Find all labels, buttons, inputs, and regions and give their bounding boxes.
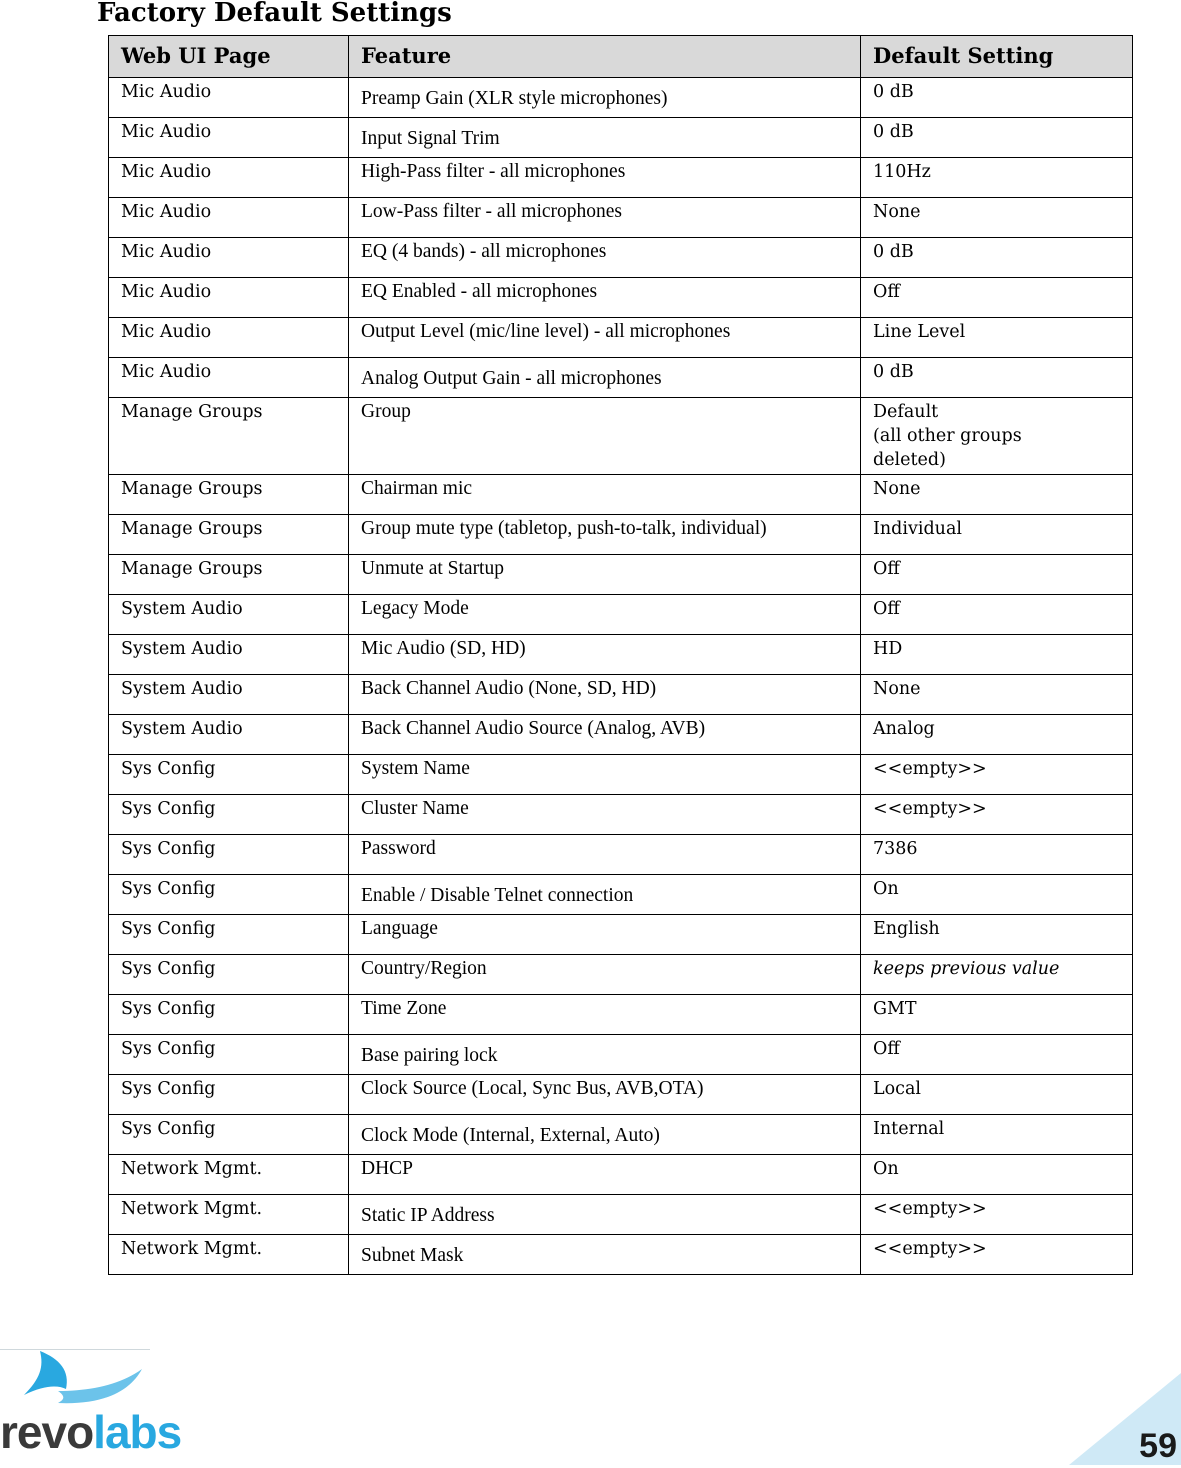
cell-feature: Back Channel Audio Source (Analog, AVB) — [349, 715, 861, 755]
cell-page: Manage Groups — [109, 515, 349, 555]
cell-default: Internal — [861, 1115, 1133, 1155]
cell-feature: Input Signal Trim — [349, 118, 861, 158]
cell-page: Mic Audio — [109, 78, 349, 118]
cell-default: 110Hz — [861, 158, 1133, 198]
cell-default: Local — [861, 1075, 1133, 1115]
table-row — [109, 1115, 1133, 1155]
cell-default: Default (all other groups deleted) — [861, 398, 1133, 475]
table-row — [109, 635, 1133, 675]
cell-default: On — [861, 875, 1133, 915]
cell-feature: Back Channel Audio (None, SD, HD) — [349, 675, 861, 715]
cell-feature: Unmute at Startup — [349, 555, 861, 595]
cell-page: Mic Audio — [109, 158, 349, 198]
cell-default: Line Level — [861, 318, 1133, 358]
cell-default: Analog — [861, 715, 1133, 755]
header-feature: Feature — [349, 36, 861, 78]
cell-feature: Mic Audio (SD, HD) — [349, 635, 861, 675]
table-row — [109, 358, 1133, 398]
cell-feature: Legacy Mode — [349, 595, 861, 635]
table-row — [109, 715, 1133, 755]
table-row — [109, 1035, 1133, 1075]
cell-page: Mic Audio — [109, 118, 349, 158]
cell-feature: Cluster Name — [349, 795, 861, 835]
cell-page: System Audio — [109, 595, 349, 635]
cell-feature: Clock Source (Local, Sync Bus, AVB,OTA) — [349, 1075, 861, 1115]
cell-feature: Clock Mode (Internal, External, Auto) — [349, 1115, 861, 1155]
cell-feature: Analog Output Gain - all microphones — [349, 358, 861, 398]
cell-page: Sys Config — [109, 995, 349, 1035]
cell-feature: Base pairing lock — [349, 1035, 861, 1075]
cell-feature: Country/Region — [349, 955, 861, 995]
cell-default: On — [861, 1155, 1133, 1195]
table-row — [109, 198, 1133, 238]
cell-page: Manage Groups — [109, 398, 349, 475]
cell-feature: Password — [349, 835, 861, 875]
cell-default: None — [861, 198, 1133, 238]
table-row — [109, 875, 1133, 915]
table-row — [109, 915, 1133, 955]
cell-page: Manage Groups — [109, 475, 349, 515]
cell-page: Sys Config — [109, 915, 349, 955]
cell-page: Mic Audio — [109, 318, 349, 358]
cell-feature: Low-Pass filter - all microphones — [349, 198, 861, 238]
cell-page: Network Mgmt. — [109, 1195, 349, 1235]
cell-page: Sys Config — [109, 755, 349, 795]
table-row — [109, 1235, 1133, 1275]
cell-page: Mic Audio — [109, 198, 349, 238]
cell-feature: EQ Enabled - all microphones — [349, 278, 861, 318]
cell-default: 7386 — [861, 835, 1133, 875]
table-row — [109, 118, 1133, 158]
cell-default: <<empty>> — [861, 1195, 1133, 1235]
table-row — [109, 515, 1133, 555]
table-row — [109, 158, 1133, 198]
cell-default: Off — [861, 278, 1133, 318]
cell-page: Network Mgmt. — [109, 1155, 349, 1195]
cell-default: <<empty>> — [861, 795, 1133, 835]
table-row — [109, 238, 1133, 278]
cell-feature: Preamp Gain (XLR style microphones) — [349, 78, 861, 118]
cell-default: None — [861, 675, 1133, 715]
table-row — [109, 795, 1133, 835]
cell-feature: Time Zone — [349, 995, 861, 1035]
cell-feature: Group mute type (tabletop, push-to-talk, individual) — [349, 515, 861, 555]
cell-feature: High-Pass filter - all microphones — [349, 158, 861, 198]
header-web-ui-page: Web UI Page — [109, 36, 349, 78]
cell-page: Mic Audio — [109, 278, 349, 318]
cell-default: English — [861, 915, 1133, 955]
cell-default: 0 dB — [861, 78, 1133, 118]
page-title: Factory Default Settings — [97, 0, 452, 28]
table-row — [109, 675, 1133, 715]
cell-default: None — [861, 475, 1133, 515]
cell-feature: Static IP Address — [349, 1195, 861, 1235]
cell-page: Sys Config — [109, 875, 349, 915]
cell-default: 0 dB — [861, 358, 1133, 398]
cell-default: <<empty>> — [861, 755, 1133, 795]
cell-default: GMT — [861, 995, 1133, 1035]
table-row — [109, 398, 1133, 475]
table-row — [109, 1075, 1133, 1115]
cell-page: Sys Config — [109, 955, 349, 995]
cell-feature: EQ (4 bands) - all microphones — [349, 238, 861, 278]
table-row — [109, 475, 1133, 515]
cell-feature: DHCP — [349, 1155, 861, 1195]
cell-page: System Audio — [109, 635, 349, 675]
cell-default: Off — [861, 555, 1133, 595]
factory-defaults-table — [108, 35, 1133, 1275]
cell-default: 0 dB — [861, 238, 1133, 278]
cell-default: keeps previous value — [861, 955, 1133, 995]
cell-page: Mic Audio — [109, 238, 349, 278]
cell-page: System Audio — [109, 675, 349, 715]
cell-default: Off — [861, 595, 1133, 635]
table-row — [109, 955, 1133, 995]
cell-feature: Subnet Mask — [349, 1235, 861, 1275]
cell-page: Sys Config — [109, 795, 349, 835]
cell-default: Individual — [861, 515, 1133, 555]
cell-feature: Output Level (mic/line level) - all microphones — [349, 318, 861, 358]
cell-page: Sys Config — [109, 1115, 349, 1155]
page-number: 59 — [1139, 1427, 1177, 1465]
table-row — [109, 595, 1133, 635]
logo-text-labs: labs — [93, 1406, 182, 1458]
table-row — [109, 995, 1133, 1035]
table-row — [109, 555, 1133, 595]
table-row — [109, 1195, 1133, 1235]
table-header-row — [109, 36, 1133, 78]
cell-page: Sys Config — [109, 835, 349, 875]
cell-page: Sys Config — [109, 1035, 349, 1075]
table-row — [109, 1155, 1133, 1195]
header-default-setting: Default Setting — [861, 36, 1133, 78]
table-row — [109, 835, 1133, 875]
cell-page: Sys Config — [109, 1075, 349, 1115]
cell-default: HD — [861, 635, 1133, 675]
cell-page: Manage Groups — [109, 555, 349, 595]
cell-default: Off — [861, 1035, 1133, 1075]
logo-text-revo: revo — [0, 1406, 94, 1458]
table-row — [109, 318, 1133, 358]
cell-feature: Chairman mic — [349, 475, 861, 515]
cell-feature: Group — [349, 398, 861, 475]
table-row — [109, 278, 1133, 318]
table-row — [109, 78, 1133, 118]
cell-feature: System Name — [349, 755, 861, 795]
cell-default: 0 dB — [861, 118, 1133, 158]
cell-default: <<empty>> — [861, 1235, 1133, 1275]
cell-page: Mic Audio — [109, 358, 349, 398]
cell-page: Network Mgmt. — [109, 1235, 349, 1275]
table-row — [109, 755, 1133, 795]
cell-page: System Audio — [109, 715, 349, 755]
brand-logo — [0, 1404, 181, 1460]
cell-feature: Language — [349, 915, 861, 955]
cell-feature: Enable / Disable Telnet connection — [349, 875, 861, 915]
